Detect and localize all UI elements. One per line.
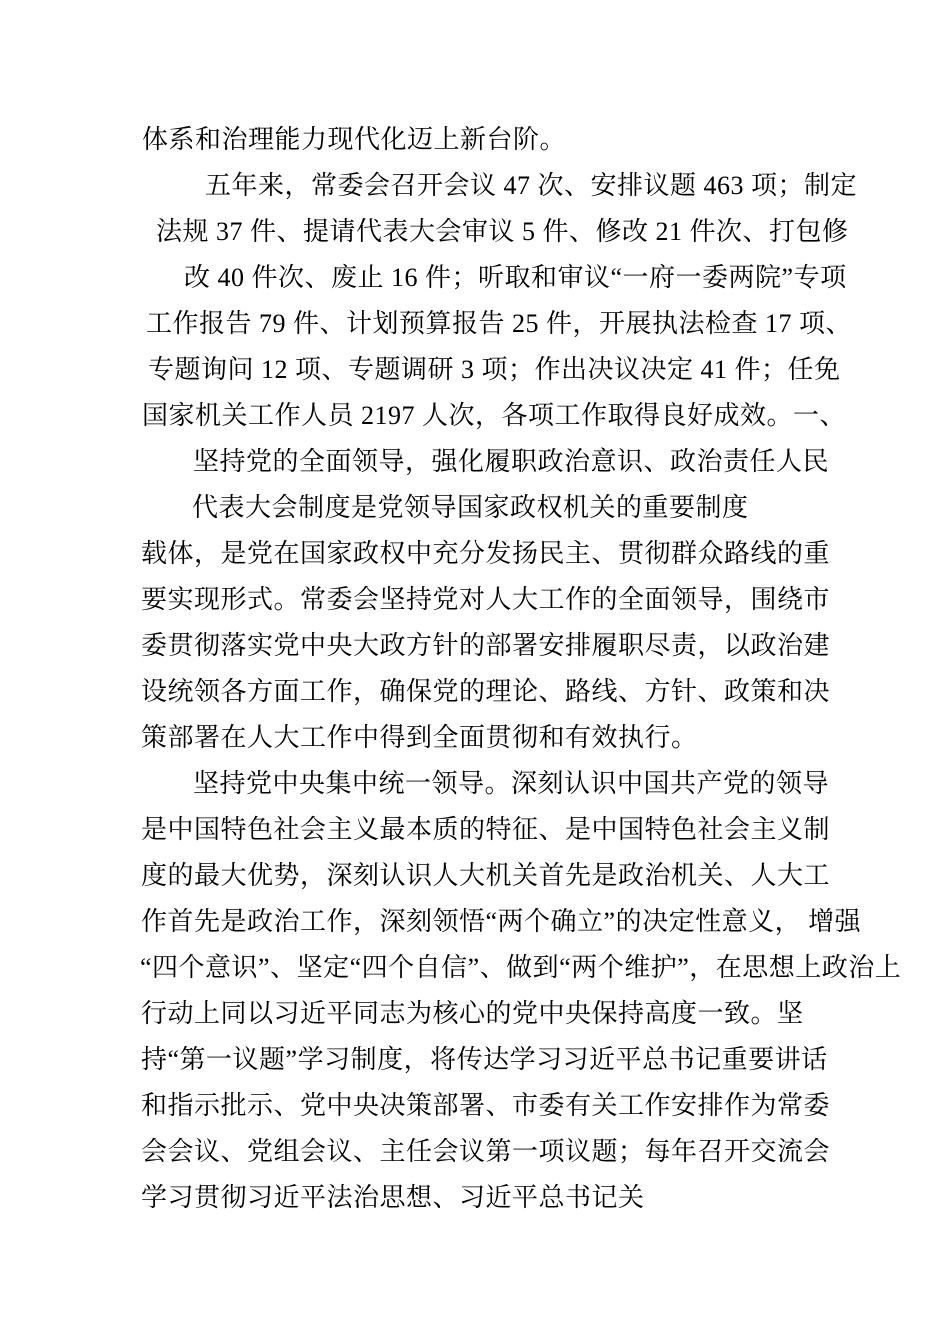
text-line: 代表大会制度是党领导国家政权机关的重要制度 (192, 493, 749, 522)
text-line: 委贯彻落实党中央大政方针的部署安排履职尽责，以政治建 (141, 631, 831, 660)
text-line: 载体，是党在国家政权中充分发扬民主、贯彻群众路线的重 (141, 539, 831, 568)
text-line: 工作报告 79 件、计划预算报告 25 件，开展执法检查 17 项、 (146, 309, 853, 338)
text-line: 持“第一议题”学习制度，将传达学习习近平总书记重要讲话 (141, 1045, 828, 1074)
text-line: 坚持党中央集中统一领导。深刻认识中国共产党的领导 (193, 769, 830, 798)
text-line: 策部署在人大工作中得到全面贯彻和有效执行。 (141, 723, 698, 752)
text-line: 体系和治理能力现代化迈上新台阶。 (142, 125, 567, 154)
text-line: 设统领各方面工作，确保党的理论、路线、方针、政策和决 (141, 677, 831, 706)
text-line: 会会议、党组会议、主任会议第一项议题；每年召开交流会 (141, 1137, 831, 1166)
text-line: 改 40 件次、废止 16 件；听取和审议“一府一委两院”专项 (184, 263, 847, 292)
text-line: 专题询问 12 项、专题调研 3 项；作出决议决定 41 件；任免 (148, 355, 841, 384)
text-line: 行动上同以习近平同志为核心的党中央保持高度一致。坚 (141, 999, 804, 1028)
text-line: 法规 37 件、提请代表大会审议 5 件、修改 21 件次、打包修 (156, 217, 849, 246)
text-line: 度的最大优势，深刻认识人大机关首先是政治机关、人大工 (141, 861, 831, 890)
text-line: 作首先是政治工作，深刻领悟“两个确立”的决定性意义， 增强 (141, 907, 862, 936)
text-line: 坚持党的全面领导，强化履职政治意识、政治责任人民 (193, 447, 830, 476)
text-line: 五年来，常委会召开会议 47 次、安排议题 463 项；制定 (205, 171, 858, 200)
text-line: 国家机关工作人员 2197 人次，各项工作取得良好成效。一、 (142, 401, 847, 430)
text-line: “四个意识”、坚定“四个自信”、做到“两个维护”，在思想上政治上 (140, 953, 902, 982)
text-line: 是中国特色社会主义最本质的特征、是中国特色社会主义制 (141, 815, 831, 844)
text-line: 要实现形式。常委会坚持党对人大工作的全面领导，围绕市 (141, 585, 831, 614)
text-line: 学习贯彻习近平法治思想、习近平总书记关 (141, 1183, 645, 1212)
text-line: 和指示批示、党中央决策部署、市委有关工作安排作为常委 (141, 1091, 831, 1120)
document-body (140, 117, 902, 1221)
